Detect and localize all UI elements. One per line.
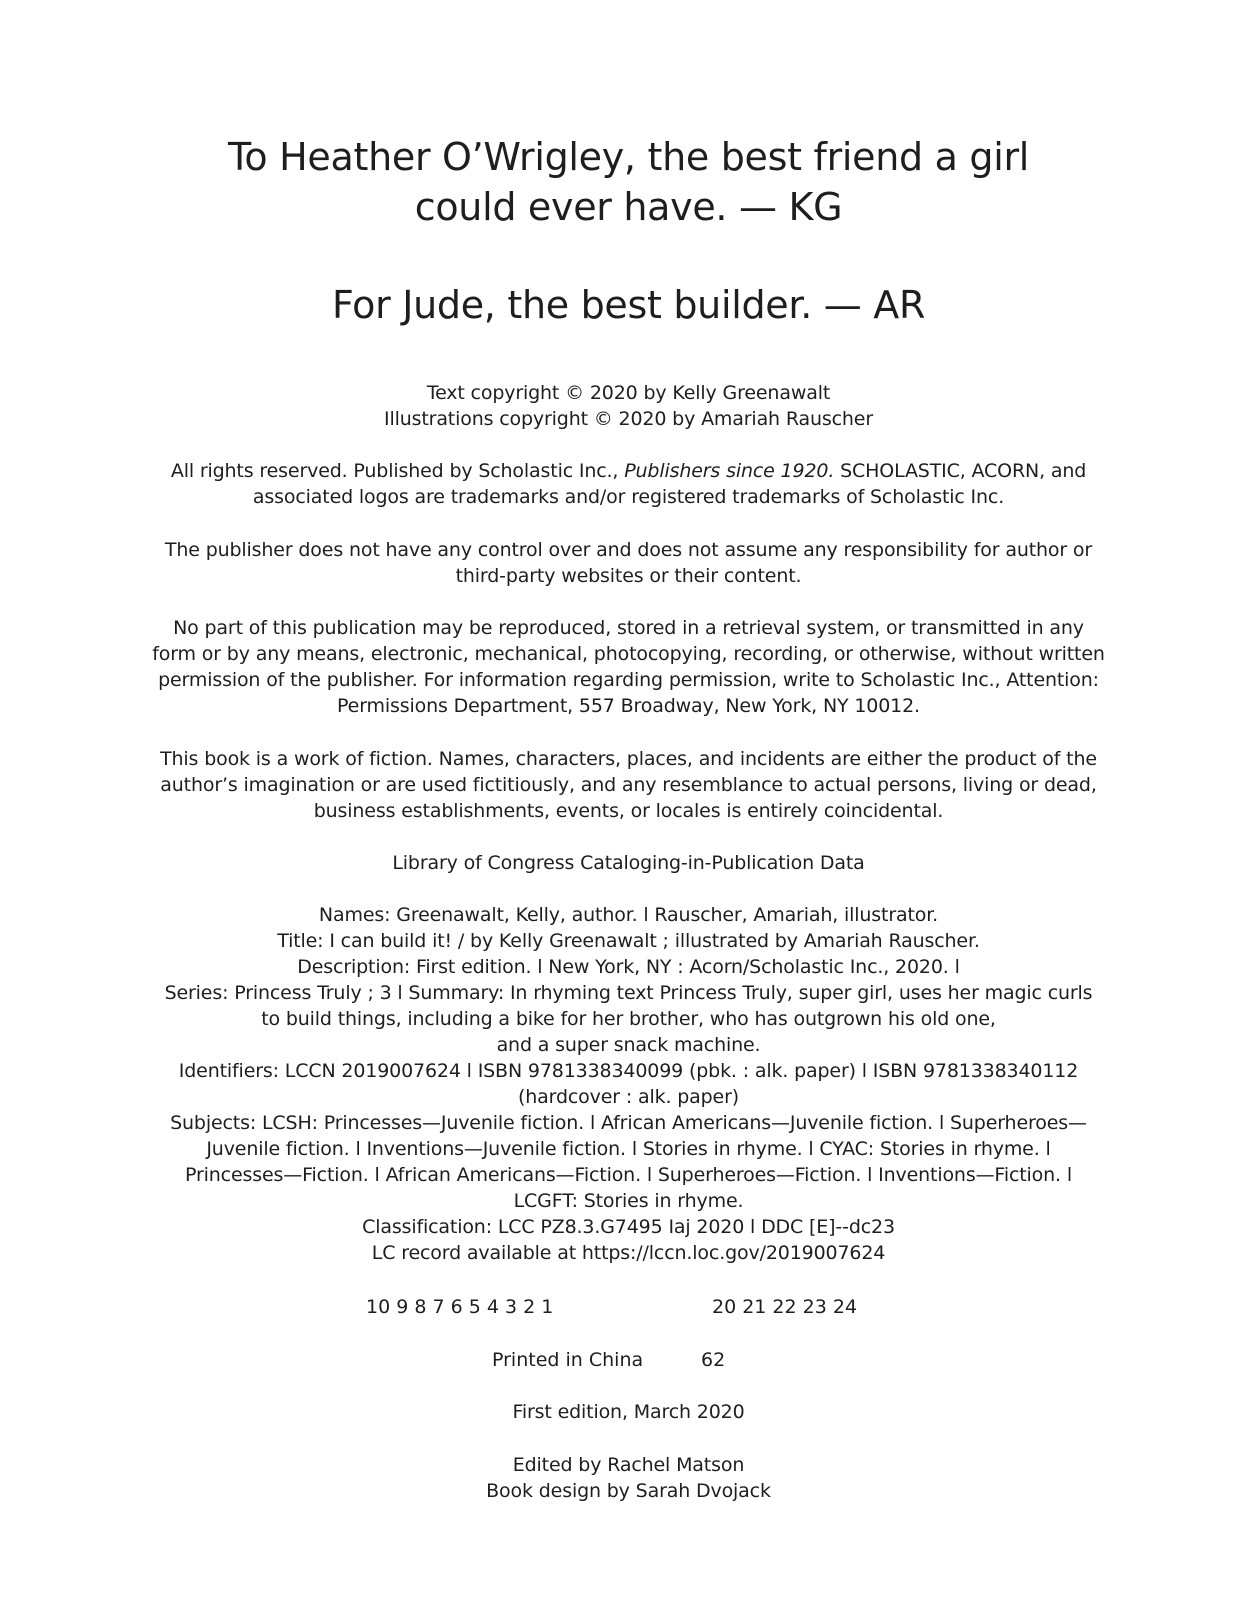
cip-series: Series: Princess Truly ; 3 l Summary: In rhyming text Princess Truly, super girl, uses her magic curls — [164, 982, 1093, 1004]
dedication-kg-line-2: could ever have. — KG — [414, 185, 843, 229]
cip-data — [0, 902, 1257, 1266]
publisher-notice-line-2: third-party websites or their content. — [455, 565, 802, 587]
credits-design: Book design by Sarah Dvojack — [486, 1480, 771, 1502]
dedication-ar — [0, 280, 1257, 330]
cip-description: Description: First edition. l New York, NY : Acorn/Scholastic Inc., 2020. l — [297, 956, 960, 978]
rights-text-2: and — [1044, 460, 1087, 482]
publisher-notice — [0, 537, 1257, 589]
credits — [0, 1452, 1257, 1504]
cip-heading — [0, 850, 1257, 876]
publisher-notice-line-1: The publisher does not have any control over and does not assume any responsibility for author or — [164, 539, 1093, 561]
rights-trademarks: SCHOLASTIC, ACORN, — [840, 460, 1045, 482]
cip-heading-text: Library of Congress Cataloging-in-Publication Data — [392, 852, 865, 874]
illustrations-copyright: Illustrations copyright © 2020 by Amariah Rauscher — [384, 408, 873, 430]
reproduction-line-3: permission of the publisher. For information regarding permission, write to Scholastic Inc., Attention: — [158, 669, 1099, 691]
credits-editor: Edited by Rachel Matson — [512, 1454, 745, 1476]
cip-summary-line-2: to build things, including a bike for her brother, who has outgrown his old one, — [261, 1008, 996, 1030]
cip-summary-line-3: and a super snack machine. — [496, 1034, 761, 1056]
rights-line-1 — [0, 458, 1257, 484]
cip-subjects-line-3: Princesses—Fiction. l African Americans—Fiction. l Superheroes—Fiction. l Inventions—Fiction. l — [185, 1164, 1072, 1186]
rights-notice — [0, 458, 1257, 510]
cip-lc-record: LC record available at https://lccn.loc.gov/2019007624 — [371, 1242, 886, 1264]
cip-subjects: Subjects: LCSH: Princesses—Juvenile fiction. l African Americans—Juvenile fiction. l Superheroes— — [170, 1112, 1087, 1134]
cip-title: Title: I can build it! / by Kelly Greenawalt ; illustrated by Amariah Rauscher. — [277, 930, 980, 952]
printing-years: 20 21 22 23 24 — [712, 1296, 858, 1318]
copyright-notice — [0, 380, 1257, 432]
dedication-kg — [0, 132, 1257, 232]
edition-text: First edition, March 2020 — [512, 1401, 745, 1423]
text-copyright: Text copyright © 2020 by Kelly Greenawalt — [426, 382, 831, 404]
reproduction-line-1: No part of this publication may be reproduced, stored in a retrieval system, or transmitted in any — [173, 617, 1084, 639]
cip-identifiers-line-2: (hardcover : alk. paper) — [517, 1086, 739, 1108]
edition-notice — [0, 1399, 1257, 1425]
reproduction-notice — [0, 615, 1257, 719]
plant-code: 62 — [701, 1349, 726, 1371]
fiction-line-3: business establishments, events, or locales is entirely coincidental. — [313, 800, 944, 822]
fiction-notice — [0, 746, 1257, 824]
cip-subjects-line-2: Juvenile fiction. l Inventions—Juvenile fiction. l Stories in rhyme. l CYAC: Stories in rhyme. l — [206, 1138, 1051, 1160]
fiction-line-2: author’s imagination or are used fictitiously, and any resemblance to actual persons, living or dead, — [160, 774, 1097, 796]
fiction-line-1: This book is a work of fiction. Names, characters, places, and incidents are either the product of the — [160, 748, 1097, 770]
rights-text-1: All rights reserved. Published by Scholastic Inc., — [170, 460, 625, 482]
cip-names: Names: Greenawalt, Kelly, author. l Rauscher, Amariah, illustrator. — [318, 904, 939, 926]
cip-subjects-line-4: LCGFT: Stories in rhyme. — [513, 1190, 744, 1212]
rights-line-2: associated logos are trademarks and/or registered trademarks of Scholastic Inc. — [252, 486, 1005, 508]
reproduction-line-2: form or by any means, electronic, mechanical, photocopying, recording, or otherwise, without written — [152, 643, 1105, 665]
dedication-kg-line-1: To Heather O’Wrigley, the best friend a girl — [227, 135, 1030, 179]
cip-identifiers: Identifiers: LCCN 2019007624 l ISBN 9781338340099 (pbk. : alk. paper) l ISBN 9781338340112 — [178, 1060, 1079, 1082]
printed-in: Printed in China — [492, 1349, 644, 1371]
reproduction-line-4: Permissions Department, 557 Broadway, New York, NY 10012. — [337, 695, 920, 717]
cip-classification: Classification: LCC PZ8.3.G7495 Iaj 2020 l DDC [E]--dc23 — [362, 1216, 895, 1238]
printing-impressions: 10 9 8 7 6 5 4 3 2 1 — [366, 1296, 554, 1318]
rights-italic: Publishers since 1920. — [624, 460, 835, 482]
dedication-ar-line: For Jude, the best builder. — AR — [331, 283, 926, 327]
